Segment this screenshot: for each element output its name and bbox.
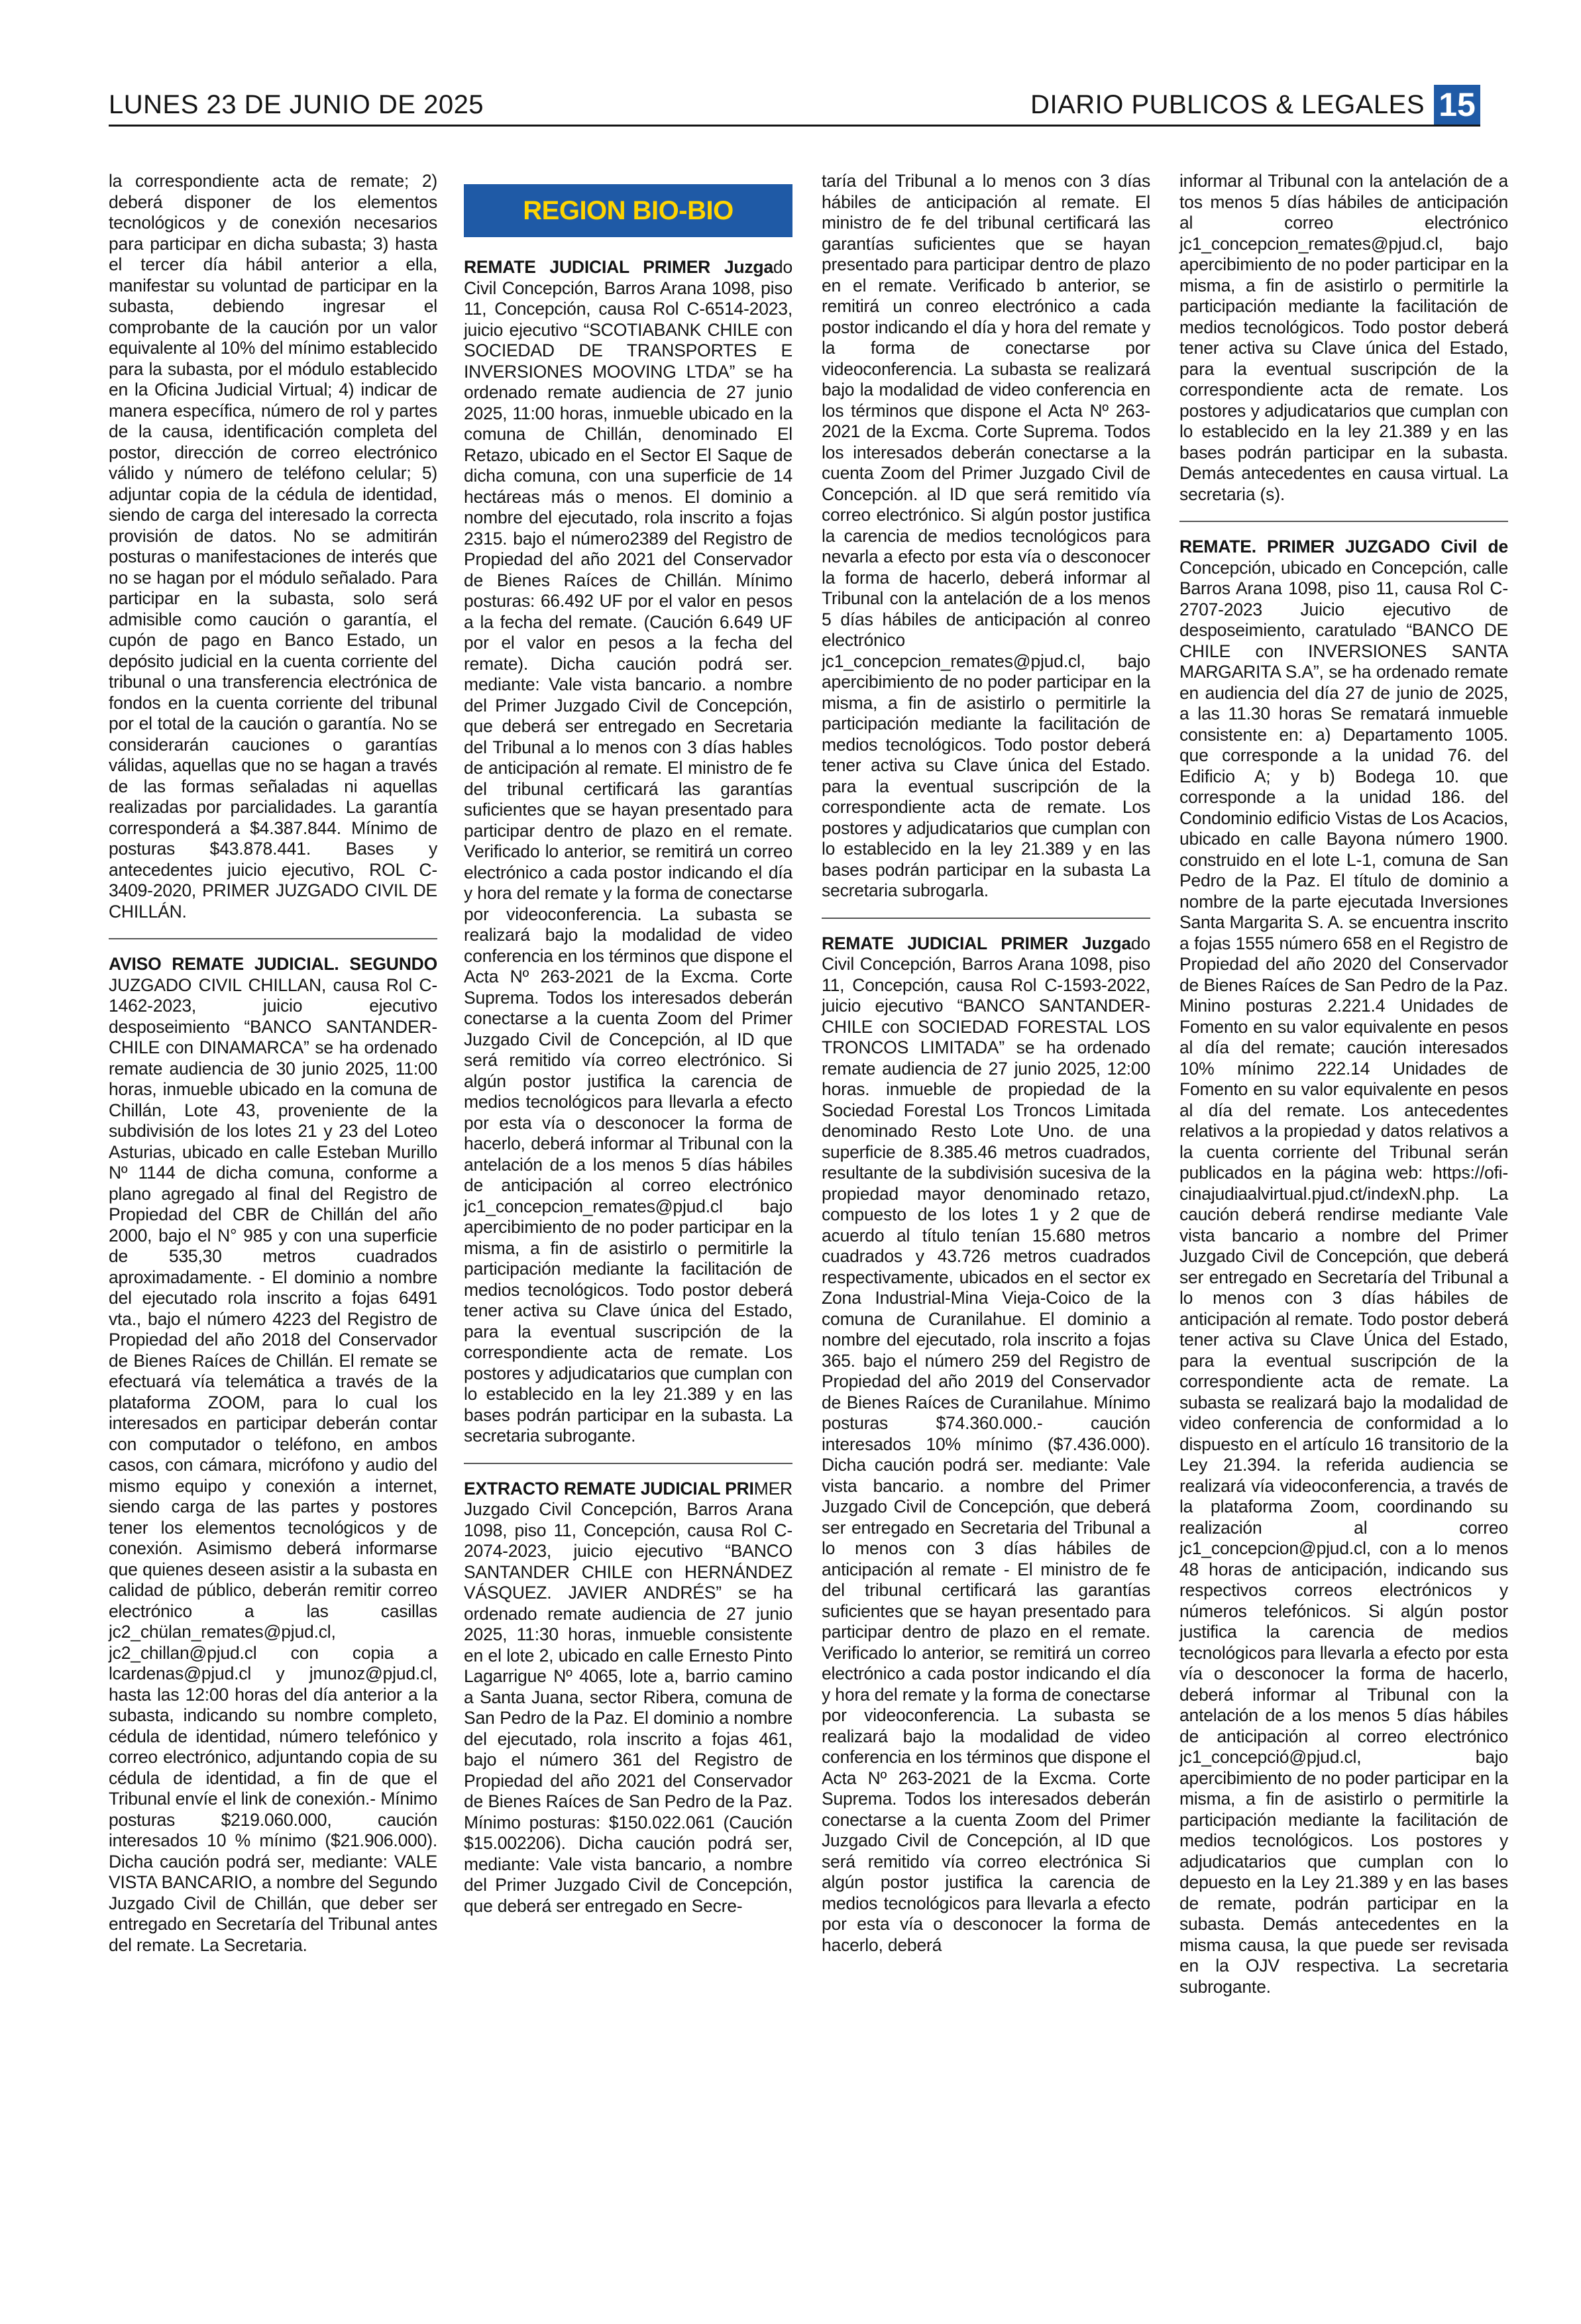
- notice-text: [109, 954, 437, 1956]
- notice-body: Concepción, ubicado en Concepción, calle Barros Arana 1098, piso 11, causa Rol C-2707-2023 Juicio ejecutivo de desposeimiento, caratulado “BANCO DE CHILE con INVERSIONES SANTA MARGARITA S.A”, se ha ordenado remate en audiencia del día 27 de junio de 2025, a las 11.30 horas Se rematará inmueble consistente en: a) Departamento 1005. que corresponde a la unidad 76. del Edificio A; y b) Bodega 10. que corresponde a la unidad 186. del Condominio edificio Vistas de Los Acacios, ubicado en calle Bayona número 1900. construido en el lote L-1, comuna de San Pedro de la Paz. El título de dominio a nombre de la parte ejecutada Inversiones Santa Margarita S. A. se encuentra inscrito a fojas 1555 número 658 en el Registro de Propiedad del año 2020 del Conservador de Bienes Raíces de San Pedro de la Paz. Minino posturas 2.221.4 Unidades de Fomento en su valor equivalente en pesos al día del remate; caución interesados 10% mínimo 222.14 Unidades de Fomento en su valor equivalente en pesos al día del remate. Los antecedentes relativos a la propiedad y datos relativos a la cuenta corriente del Tribunal serán publicados en la página web: https://ofi-cinajudiaalvirtual.pjud.ct/indexN.php. La caución deberá rendirse mediante Vale vista bancario a nombre del Primer Juzgado Civil de Concepción, que deberá ser entregado en Secretaría del Tribunal a lo menos con 3 días hábiles de anticipación al remate. Todo postor deberá tener activa su Clave Única del Estado, para la eventual suscripción de la correspondiente acta de remate. La subasta se realizará bajo la modalidad de video conferencia de conformidad a lo dispuesto en el artículo 16 transitorio de la Ley 21.394. la referida audiencia se realizará vía videoconferencia, a través de la plataforma Zoom, coordinando su realización al correo jc1_concepcion@pjud.cl, con a lo menos 48 horas de anticipación, indicando sus respectivos correos electrónicos y números telefónicos. Si algún postor justifica la carencia de medios tecnológicos para llevarla a efecto por esta vía o desconocer la forma de hacerlo, deberá informar al Tribunal con la antelación de a los menos 5 días hábiles de anticipación al correo electrónico jc1_concepció@pjud.cl, bajo apercibimiento de no poder participar en la misma, a fin de asistirlo o permitirle la participación mediante la facilitación de medios tecnológicos. Los postores y adjudicatarios que cumplan con lo depuesto en la Ley 21.389 y en las bases de remate, podrán participar en la subasta. Demás antecedentes en la misma causa, la que puede ser revisada en la OJV respectiva. La secretaria subrogante.: [1179, 557, 1508, 1997]
- notice-remate-banco-de-chile: [1179, 537, 1508, 1997]
- notice-text: [464, 1479, 792, 1917]
- notice-body: MER Juzgado Civil Concepción, Barros Arana 1098, piso 11, Concepción, causa Rol C-2074-2023, juicio ejecutivo “BANCO SANTANDER CHILE con HERNÁNDEZ VÁSQUEZ. JAVIER ANDRÉS” se ha ordenado remate audiencia de 27 junio 2025, 11:30 horas, inmueble consistente en el lote 2, ubicado en calle Ernesto Pinto Lagarrigue Nº 4065, lote a, barrio camino a Santa Juana, sector Ribera, comuna de San Pedro de la Paz. El dominio a nombre del ejecutado, rola inscrito a fojas 461, bajo el número 361 del Registro de Propiedad del año 2021 del Conservador de Bienes Raíces de San Pedro de la Paz. Mínimo posturas: $150.022.061 (Caución $15.002206). Dicha caución podrá ser, mediante: Vale vista bancario, a nombre del Primer Juzgado Civil de Concepción, que deberá ser entregado en Secre-: [464, 1478, 792, 1916]
- region-banner: REGION BIO-BIO: [464, 184, 792, 237]
- column-3: [822, 171, 1150, 1956]
- header-divider: [109, 125, 1480, 127]
- column-1: [109, 171, 437, 1956]
- notice-remate-scotiabank: [464, 257, 792, 1447]
- notice-heading: EXTRACTO REMATE JUDICIAL PRI: [464, 1478, 754, 1499]
- page-header: [109, 85, 1480, 125]
- notice-divider: [109, 938, 437, 939]
- notice-aviso-remate-segundo-juzgado: [109, 954, 437, 1956]
- issue-date: LUNES 23 DE JUNIO DE 2025: [109, 90, 484, 119]
- notice-heading: REMATE JUDICIAL PRIMER Juzga: [464, 257, 773, 277]
- column-2: [464, 171, 792, 1917]
- notice-remate-forestal-los-troncos: [822, 933, 1150, 1956]
- notice-text: [822, 933, 1150, 1956]
- notice-heading: AVISO REMATE JUDICIAL. SEGUNDO: [109, 954, 437, 974]
- notice-body: taría del Tribunal a lo menos con 3 días hábiles de anticipación al remate. El ministro de fe del tribunal certificará las garantías suficientes que se hayan presentado para participar dentro de plazo en el remate. Verificado b anterior, se remitirá un conreo electrónico a cada postor indicando el día y hora del remate y la forma de conectarse por videoconferencia. La subasta se realizará bajo la modalidad de video conferencia en los términos que dispone el Acta Nº 263-2021 de la Excma. Corte Suprema. Todos los interesados deberán conectarse a la cuenta Zoom del Primer Juzgado Civil de Concepción. al ID que será remitido vía correo electrónico. Si algún postor justifica la carencia de medios tecnológicos para nevarla a efecto por esta vía o desconocer la forma de hacerlo, deberá informar al Tribunal con la antelación de a los menos 5 días hábiles de anticipación al conreo electrónico jc1_concepcion_remates@pjud.cl, bajo apercibimiento de no poder participar en la misma, a fin de asistirlo o permitirle la participación mediante la facilitación de medios tecnológicos. Todo postor deberá tener activa su Clave única del Estado. para la eventual suscripción de la correspondiente acta de remate. Los postores y adjudicatarios que cumplan con lo establecido en la ley 21.389 y en las bases podrán participar en la subasta La secretaria subrogarla.: [822, 171, 1150, 900]
- notice-body: la correspondiente acta de remate; 2) deberá disponer de los elementos tecnológicos y de conexión necesarios para participar en dicha subasta; 3) hasta el tercer día hábil anterior a ella, manifestar su voluntad de participar en la subasta, debiendo ingresar el comprobante de la caución por un valor equivalente al 10% del mínimo establecido para la subasta, por el módulo establecido en la Oficina Judicial Virtual; 4) indicar de manera específica, número de rol y partes de la causa, identificación completa del postor, dirección de correo electrónico válido y número de teléfono celular; 5) adjuntar copia de la cédula de identidad, siendo de carga del interesado la correcta provisión de datos. No se admitirán posturas o manifestaciones de interés que no se hagan por el módulo señalado. Para participar en la subasta, solo será admisible como caución o garantía, el cupón de pago en Banco Estado, un depósito judicial en la cuenta corriente del tribunal o una transferencia electrónica de fondos en la cuenta corriente del tribunal por el total de la caución o garantía. No se considerarán cauciones o garantías válidas, aquellas que no se hagan a través de las formas señaladas ni aquellas realizadas por parcialidades. La garantía corresponderá a $4.387.844. Mínimo de posturas $43.878.441. Bases y antecedentes juicio ejecutivo, ROL C-3409-2020, PRIMER JUZGADO CIVIL DE CHILLÁN.: [109, 171, 437, 922]
- notice-heading: REMATE JUDICIAL PRIMER Juzga: [822, 933, 1131, 953]
- notice-body: do Civil Concepción, Barros Arana 1098, piso 11, Concepción, causa Rol C-1593-2022, juicio ejecutivo “BANCO SANTANDER-CHILE con SOCIEDAD FORESTAL LOS TRONCOS LIMITADA” se ha ordenado remate audiencia de 27 junio 2025, 12:00 horas. inmueble de propiedad de la Sociedad Forestal Los Troncos Limitada denominado Resto Lote Uno. de una superficie de 8.385.46 metros cuadrados, resultante de la subdivisión sucesiva de la propiedad mayor denominado retazo, compuesto de los lotes 1 y 2 que de acuerdo al título tenían 15.680 metros cuadrados y 43.726 metros cuadrados respectivamente, ubicados en el sector ex Zona Industrial-Mina Vieja-Coico de la comuna de Curanilahue. El dominio a nombre del ejecutado, rola inscrito a fojas 365. bajo el número 259 del Registro de Propiedad del año 2019 del Conservador de Bienes Raíces de Curanilahue. Mínimo posturas $74.360.000.- caución interesados 10% mínimo ($7.436.000). Dicha caución podrá ser. mediante: Vale vista bancario. a nombre del Primer Juzgado Civil de Concepción, que deberá ser entregado en Secretaria del Tribunal a lo menos con 3 días hábiles de anticipación al remate - El ministro de fe del tribunal certificará las garantías suficientes que se hayan presentado para participar dentro de plazo en el remate. Verificado lo anterior, se remitirá un correo electrónico a cada postor indicando el día y hora del remate y la forma de conectarse por videoconferencia. La subasta se realizará bajo la modalidad de video conferencia en los términos que dispone el Acta Nº 263-2021 de la Excma. Corte Suprema. Todos los interesados deberán conectarse a la cuenta Zoom del Primer Juzgado Civil de Concepción, al ID que será remitido vía correo electrónica Si algún postor justifica la carencia de medios tecnológicos para llevarla a efecto por esta vía o desconocer la forma de hacerlo, deberá: [822, 933, 1150, 1955]
- notice-continuation: [109, 171, 437, 922]
- notice-divider: [822, 918, 1150, 919]
- page-number-badge: 15: [1434, 85, 1480, 125]
- notice-continuation: [822, 171, 1150, 902]
- notice-body: do Civil Concepción, Barros Arana 1098, piso 11, Concepción, causa Rol C-6514-2023, juicio ejecutivo “SCOTIABANK CHILE con SOCIEDAD DE TRANSPORTES E INVERSIONES MOOVING LTDA” se ha ordenado remate audiencia de 27 junio 2025, 11:00 horas, inmueble ubicado en la comuna de Chillán, denominado El Retazo, ubicado en el Sector El Saque de dicha comuna, con una superficie de 14 hectáreas más o menos. El dominio a nombre del ejecutado, rola inscrito a fojas 2315. bajo el número2389 del Registro de Propiedad del año 2021 del Conservador de Bienes Raíces de Chillán. Mínimo posturas: 66.492 UF por el valor en pesos a la fecha del remate. (Caución 6.649 UF por el valor en pesos a la fecha del remate). Dicha caución podrá ser. mediante: Vale vista bancario. a nombre del Primer Juzgado Civil de Concepción, que deberá ser entregado en Secretaria del Tribunal a lo menos con 3 días hables de anticipación al remate. El ministro de fe del tribunal certificará las garantías suficientes que se hayan presentado para participar dentro de plazo en el remate. Verificado lo anterior, se remitirá un correo electrónico a cada postor indicando el día y hora del remate y la forma de conectarse por videoconferencia. La subasta se realizará bajo la modalidad de video conferencia en los términos que dispone el Acta Nº 263-2021 de la Excma. Corte Suprema. Todos los interesados deberán conectarse a la cuenta Zoom del Primer Juzgado Civil de Concepción, al ID que será remitido vía correo electrónico. Si algún postor justifica la carencia de medios tecnológicos para llevarla a efecto por esta vía o desconocer la forma de hacerlo, deberá informar al Tribunal con la antelación de a los menos 5 días hábiles de anticipación al correo electrónico jc1_concepcion_remates@pjud.cl bajo apercibimiento de no poder participar en la misma, a fin de asistirlo o permitirle la participación mediante la facilitación de medios tecnológicos. Todo postor deberá tener activa su Clave única del Estado, para la eventual suscripción de la correspondiente acta de remate. Los postores y adjudicatarios que cumplan con lo establecido en la ley 21.389 y en las bases podrán participar en la subasta. La secretaria subrogante.: [464, 257, 792, 1446]
- newspaper-title: DIARIO PUBLICOS & LEGALES: [1030, 90, 1425, 119]
- notice-divider: [1179, 521, 1508, 522]
- notice-text: [1179, 537, 1508, 1997]
- column-4: [1179, 171, 1508, 1997]
- notice-text: [464, 257, 792, 1447]
- notice-continuation: [1179, 171, 1508, 505]
- notice-heading: REMATE. PRIMER JUZGADO Civil de: [1179, 537, 1508, 556]
- notice-body: informar al Tribunal con la antelación de a tos menos 5 días hábiles de anticipación al correo electrónico jc1_concepcion_remates@pjud.cl, bajo apercibimiento de no poder participar en la misma, a fin de asistirlo o permitirle la participación mediante la facilitación de medios tecnológicos. Todo postor deberá tener activa su Clave única del Estado, para la eventual suscripción de la correspondiente acta de remate. Los postores y adjudicatarios que cumplan con lo establecido en la ley 21.389 y en las bases podrán participar en la subasta. Demás antecedentes en causa virtual. La secretaria (s).: [1179, 171, 1508, 504]
- notice-body: JUZGADO CIVIL CHILLAN, causa Rol C-1462-2023, juicio ejecutivo desposeimiento “BANCO SANTANDER-CHILE con DINAMARCA” se ha ordenado remate audiencia de 30 junio 2025, 11:00 horas, inmueble ubicado en la comuna de Chillán, Lote 43, proveniente de la subdivisión de los lotes 21 y 23 del Loteo Asturias, ubicado en calle Esteban Murillo Nº 1144 de dicha comuna, conforme a plano agregado al final del Registro de Propiedad del CBR de Chillán del año 2000, bajo el N° 985 y con una superficie de 535,30 metros cuadrados aproximadamente. - El dominio a nombre del ejecutado rola inscrito a fojas 6491 vta., bajo el número 4223 del Registro de Propiedad del año 2018 del Conservador de Bienes Raíces de Chillán. El remate se efectuará vía telemática a través de la plataforma ZOOM, para lo cual los interesados en participar deberán contar con computador o teléfono, en ambos casos, con cámara, micrófono y audio del mismo equipo y conexión a internet, siendo carga de las partes y postores tener los elementos tecnológicos y de conexión. Asimismo deberá informarse que quienes deseen asistir a la subasta en calidad de público, deberán remitir correo electrónico a las casillas jc2_chülan_remates@pjud.cl, jc2_chillan@pjud.cl con copia a lcardenas@pjud.cl y jmunoz@pjud.cl, hasta las 12:00 horas del día anterior a la subasta, indicando su nombre completo, cédula de identidad, número telefónico y correo electrónico, adjuntando copia de su cédula de identidad, a fin de que el Tribunal envíe el link de conexión.- Mínimo posturas $219.060.000, caución interesados 10 % mínimo ($21.906.000). Dicha caución podrá ser, mediante: VALE VISTA BANCARIO, a nombre del Segundo Juzgado Civil de Chillán, que deber ser entregado en Secretaría del Tribunal antes del remate. La Secretaria.: [109, 975, 437, 1955]
- notice-divider: [464, 1463, 792, 1464]
- notice-extracto-remate-santander: [464, 1479, 792, 1917]
